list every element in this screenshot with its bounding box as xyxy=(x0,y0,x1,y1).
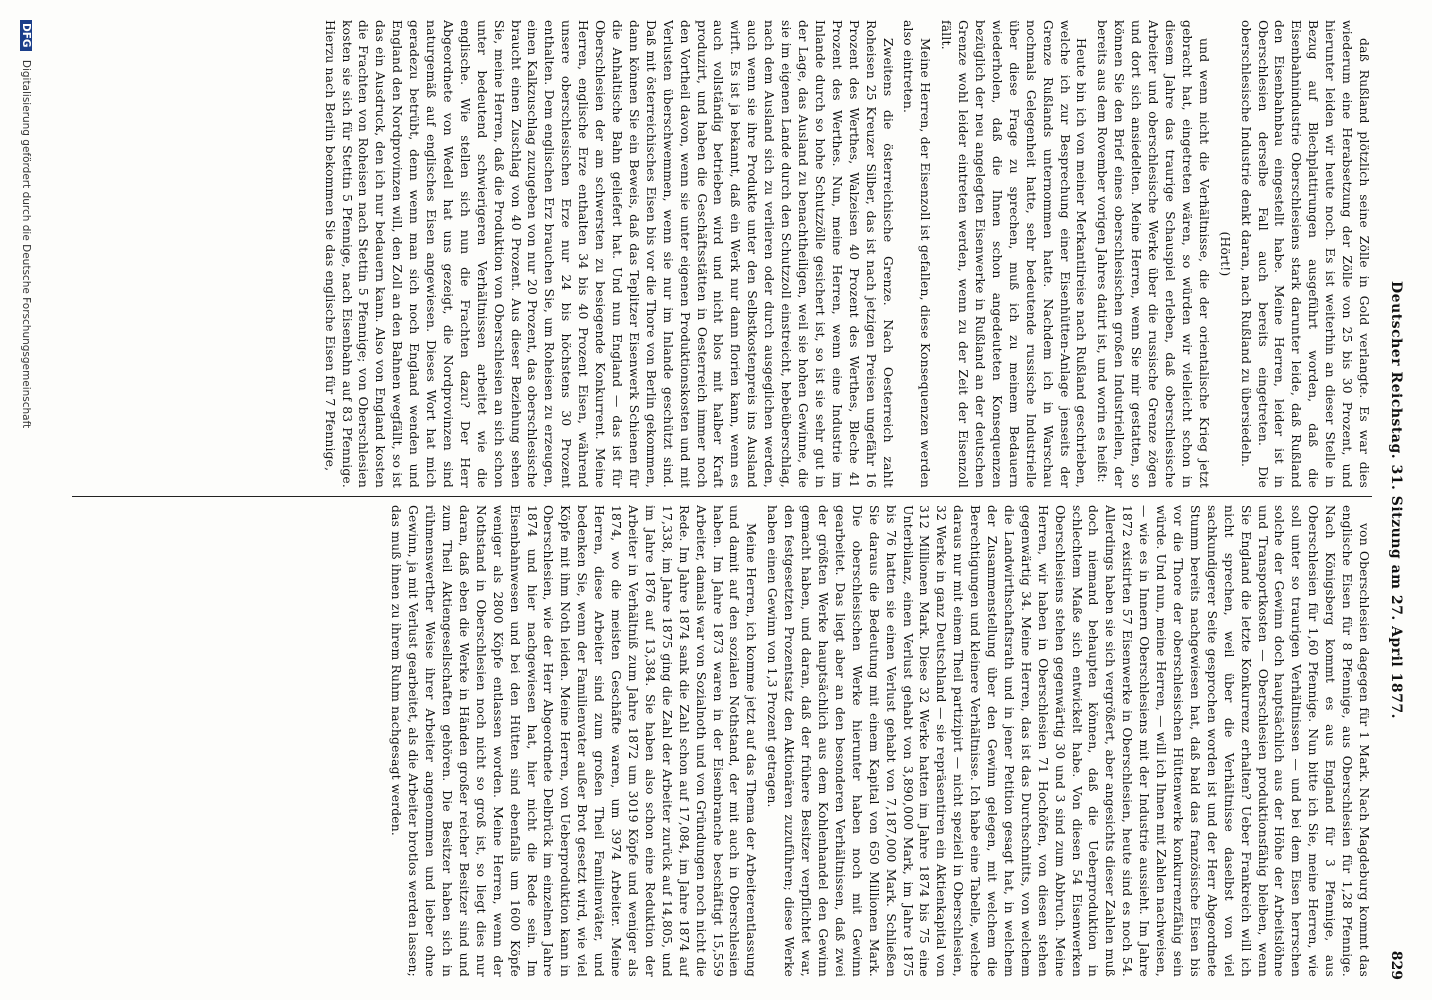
text-column-right xyxy=(72,505,1372,977)
paragraph: von Oberschlesien dagegen für 1 Mark. Nach Magdeburg kommt das englische Eisen für 8 Pfennige, aus Oberschlesien für 1,28 Pfennige. Nach Königsberg kommt es aus England für 3 Pfennige, aus Oberschlesien für 1,60 Pfennige. Nun bitte ich Sie, meine Herren, wie soll unter so traurigen Verhältnissen — und bei dem Eisen herrschen solche der Gewinn doch hauptsächlich aus der Höhe der Arbeitslöhne und Transportkosten — Oberschlesien produktionsfähig bleiben, wenn Sie England die letzte Konkurrenz erhalten? Ueber Frankreich will ich nicht sprechen, weil über die Verhältnisse daselbst von viel sachkundigerer Seite gesprochen worden ist und der Herr Abgeordnete Stumm bereits nachgewiesen hat, daß bald das französische Eisen bis vor die Thore der oberschlesischen Hüttenwerke konkurrenzfähig sein würde. Und nun, meine Herren, — will ich Ihnen mit Zahlen nachweisen, — wie es in Innern Oberschlesiens mit der Industrie aussieht. Im Jahre 1872 existirten 57 Eisenwerke in Oberschlesien, heute sind es noch 54. Allerdings haben sie sich vergrößert, aber angesichts dieser Zahlen muß doch niemand behaupten können, daß die Ueberproduktion in schlechtem Maße sich entwickelt habe. Von diesen 54 Eisenwerken Oberschlesiens stehen gegenwärtig 30 und 3 sind zum Abbruch. Meine Herren, wir haben in Oberschlesien 71 Hochöfen, von diesen stehen gegenwärtig 34. Meine Herren, das ist das Durchschnitts, von welchem die Landwirthschaftsrath und in jener Petition gesagt hat, in welchem der Zusammenstellung über den Gewinn gelegen, mit welchem die Berechtigungen und kleinere Verhältnisse. Ich habe eine Tabelle, welche daraus nur mit einem Theil partizipirt — nicht speziell in Oberschlesien, 32 Werke in ganz Deutschland — sie repräsentiren ein Aktienkapital von 312 Millionen Mark. Diese 32 Werke hatten im Jahre 1874 bis 75 eine Unterbilanz, einen Verlust gehabt von 3,890,000 Mark, im Jahre 1875 bis 76 hatten sie einen Verlust gehabt von 7,187,000 Mark. Schließen Sie daraus die Bedeutung mit einem Kapital von 650 Millionen Mark. Die oberschlesischen Werke hierunter haben noch mit Gewinn gearbeitet. Das liegt aber an den besonderen Verhältnissen, daß zwei der größten Werke hauptsächlich aus dem Kohlenhandel den Gewinn gemacht haben, und daran, daß der frühere Besitzer verpflichtet war, den festgesetzten Prozentsatz den Aktionären zuzuführen; diese Werke haben einen Gewinn von 1,3 Prozent getragen. xyxy=(765,505,1371,977)
column-divider xyxy=(72,496,1372,497)
digitization-text: Digitalisierung gefördert durch die Deutsche Forschungsgemeinschaft xyxy=(20,59,32,429)
page-header xyxy=(1376,20,1404,980)
running-head: Deutscher Reichstag. 31. Sitzung am 27. April 1877. xyxy=(1388,281,1404,719)
paragraph: Zweitens die österreichische Grenze. Nach Oesterreich zahlt Roheisen 25 Kreuzer Silber, das ist nach jetzigen Preisen ungefähr 16 Prozent des Werthes, Walzeisen 40 Prozent des Werthes, Bleche 41 Prozent des Werthes. Nun, meine Herren, wenn eine Industrie im Inlande durch so hohe Schutzzölle gesichert ist, so ist sie sehr gut in der Lage, das Ausland zu benachtheiligen, weil sie hohen Gewinne, die sie im eigenen Lande durch den Schutzzoll einstreicht, hebeüberschlag, nach dem Ausland sich zu verlieren oder durch ausgeglichen werden, auch wenn sie ihre Produkte unter den Selbstkostenpreis ins Ausland wirft. Es ist ja bekannt, daß ein Werk nur dann florien kann, wenn es auch vollständig betrieben wird und nicht blos mit halber Kraft produzirt, und haben die Geschäftsstätten in Oesterreich immer noch den Vortheil davon, wenn sie unter eigenen Produktionskosten und mit Verlusten überschwemmen, wenn sie nur im Inlande geschützt sind. Daß mit österreichisches Eisen bis vor die Thore von Berlin gekommen, dann können Sie ein Beweis, daß das Teplitzer Eisenwerk Schienen für die Anhaltische Bahn geliefert hat. Und nun England — das ist für Oberschlesien der am schwersten zu besiegende Konkurrent. Meine Herren, englische Erze enthalten 34 bis 40 Prozent Eisen, während unsere oberschlesischen Erze nur 24 bis höchstens 30 Prozent enthalten. Dem englischen Erz brauchen Sie, um Roheisen zu erzeugen, einen Kalkzuschlag zuzugeben von nur 20 Prozent, das oberschlesische braucht einen Zuschlag von 40 Prozent. Aus dieser Beziehung sehen Sie, meine Herren, daß die Produktion von Oberschlesien an sich schon unter bedeutend schwierigeren Verhältnissen arbeitet wie die englische. Wie stellen sich nun die Frachten dazu? Der Herr Abgeordnete von Wedell hat uns gezeigt, die Nordprovinzen sind naturgemäß auf englisches Eisen angewiesen. Dieses Wort hat mich geradezu betrübt, denn wenn man sich noch England wenden und England den Nordprovinzen will, den Zoll an den Bahnen wegfällt, so ist das ein Ausdruck, den ich nur bedauern kann. Also von England kosten die Frachten von Roheisen nach Stettin 5 Pfennige; von Oberschlesien kosten sie sich für Stettin 5 Pfennige, nach Eisenbahn auf 83 Pfennige. Hierzu nach Berlin bekommen Sie das englische Eisen für 7 Pfennige, xyxy=(322,20,895,488)
interjection: (Hört!) xyxy=(1217,231,1232,277)
dfg-logo: DFG xyxy=(20,20,32,51)
text-column-left xyxy=(72,20,1372,488)
paragraph: und wenn nicht die Verhältnisse, die der orientalische Krieg jetzt gebracht hat, eingetreten wären, so würden wir vielleicht schon in diesem Jahre das traurige Schauspiel erleben, daß oberschlesische Arbeiter und oberschlesische Werke über die russische Grenze zögen und dort sich ansiedelten. Meine Herren, wenn Sie mir gestatten, so können Sie den Brief eines oberschlesischen großen Industriellen, der bereits aus dem Rovember vorigen Jahres datirt ist, und worin es heißt: xyxy=(1095,20,1211,488)
paragraph: Meine Herren, ich komme jetzt auf das Thema der Arbeiterentlassung und damit auf den sozialen Nothstand, der mit auch in Oberschlesien haben. Im Jahre 1873 waren in der Eisenbranche beschäftigt 15,559 Arbeiter, damals war von Sozialnoth und von Gründungen noch nicht die Rede. Im Jahre 1874 sank die Zahl schon auf 17,084, im Jahre 1874 auf 17,338, im Jahre 1875 ging die Zahl der Arbeiter zurück auf 14,805, und im Jahre 1876 auf 13,384. Sie haben also schon eine Reduktion der Arbeiter in Verhältniß zum Jahre 1872 um 3019 Köpfe und weniger als 1874, wo die meisten Geschäfte waren, um 3974 Arbeiter. Meine Herren, diese Arbeiter sind zum großen Theil Familienväter, und bedenken Sie, wenn der Familienvater außer Brot gesetzt wird, wie viel Köpfe mit ihm Noth leiden. Meine Herren, von Ueberproduktion kann in Oberschlesien, wie der Herr Abgeordnete Delbrück im einzelnen Jahre 1874 und hier nachgewiesen hat, hier nicht die Rede sein. Im Eisenbahnwesen und bei den Hütten sind ebenfalls um 1600 Köpfe weniger als 2800 Köpfe entlassen worden. Meine Herren, wenn der Nothstand in Oberschlesien noch nicht so groß ist, so liegt dies nur daran, daß eben die Werke in Händen großer reicher Besitzer sind und zum Theil Aktiengesellschaften gehören. Die Besitzer haben sich in rühmenswerther Weise ihrer Arbeiter angenommen und lieber ohne Gewinn, ja mit Verlust gearbeitet, als die Arbeiter brotlos werden lassen; das muß ihnen zu ihrem Ruhm nachgesagt werden. xyxy=(389,505,759,977)
quoted-letter: Heute bin ich von meiner Merkantilreise nach Rußland geschrieben, welche ich zur Besprechung einer Eisenhütten-Anlage jenseits der Grenze Rußlands unternommen hatte. Nachdem ich in Warschau nochmals Gelegenheit hatte, sehr bedeutende russische Industrielle über diese Frage zu sprechen, muß ich zu meinem Bedauern wiederholen, daß die Ihnen schon angedeuteten Konsequenzen bezüglich der neu angelegten Eisenwerke in Rußland an der deutschen Grenze wohl leider eintreten werden, wenn zu der Zeit der Eisenzoll fällt. xyxy=(939,20,1089,488)
page-number: 829 xyxy=(1388,950,1404,980)
digitization-note xyxy=(20,20,32,980)
paragraph: Meine Herren, der Eisenzoll ist gefallen, diese Konsequenzen werden also eintreten. xyxy=(901,20,933,488)
paragraph: daß Rußland plötzlich seine Zölle in Gold verlangte. Es war dies wiederum eine Herabsetzung der Zölle von 25 bis 30 Prozent, und hierunter leiden wir heute noch. Es ist weiterhin an dieser Stelle in Bezug auf Blechplattirungen ausgeführt worden, daß die Eisenbahnindustrie Oberschlesiens stark darunter leide, daß Rußland den Eisenbahnbau eingestellt habe. Meine Herren, leider ist in Oberschlesien derselbe Fall auch bereits eingetreten. Die oberschlesische Industrie denkt daran, nach Rußland zu übersiedeln. xyxy=(1238,20,1371,488)
